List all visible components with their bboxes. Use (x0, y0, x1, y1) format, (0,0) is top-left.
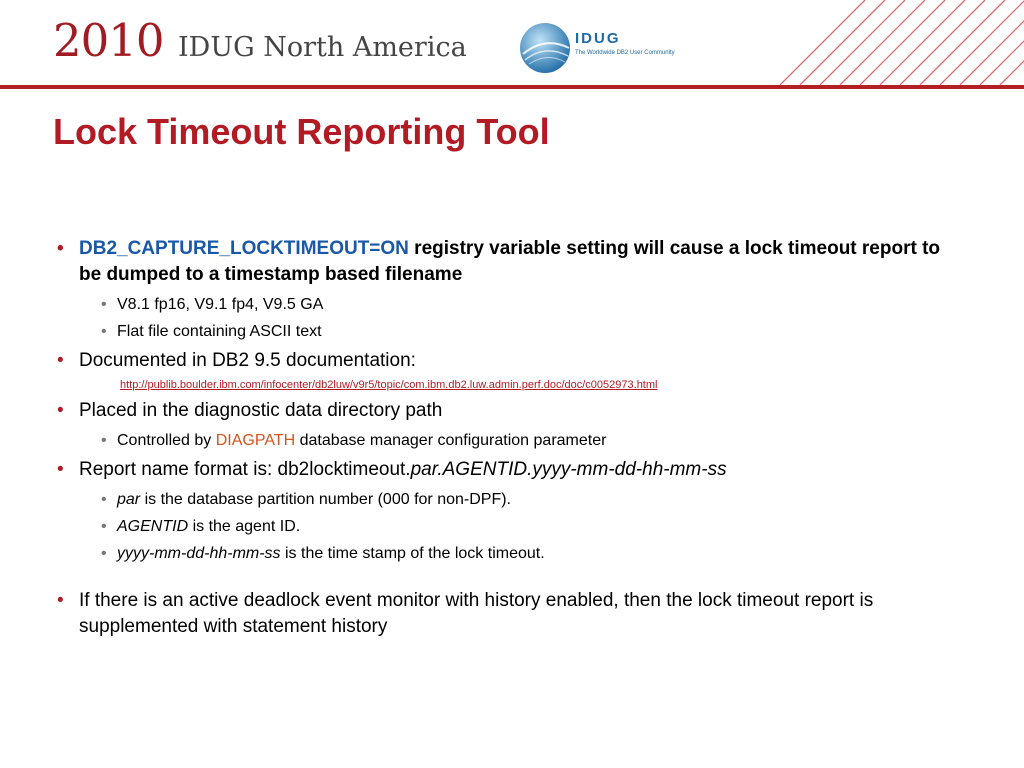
bullet-deadlock-monitor: • If there is an active deadlock event monitor with history enabled, then the lock timeout report is supplemented with statement history (57, 588, 957, 640)
sub-bullet-timestamp (57, 543, 957, 564)
sub-bullet-versions: • V8.1 fp16, V9.1 fp4, V9.5 GA (57, 294, 957, 315)
term-agentid: AGENTID (117, 518, 189, 535)
term-par: par (117, 491, 141, 508)
conference-name: IDUG North America (178, 32, 467, 63)
bullet-text: registry variable setting will cause a lock timeout report to be dumped to a timestamp based filename (79, 238, 941, 285)
slide-header (0, 0, 1024, 85)
term-description: is the database partition number (000 for non-DPF). (140, 491, 511, 508)
sub-bullet-suffix: database manager configuration parameter (295, 432, 607, 449)
decorative-stripes (0, 0, 1024, 85)
sub-bullet-agentid (57, 516, 957, 537)
spacer (57, 570, 957, 588)
sub-bullet-prefix: Controlled by (117, 432, 216, 449)
conference-year: 2010 (53, 14, 164, 67)
bullet-diag-path: • Placed in the diagnostic data directory path (57, 398, 957, 424)
documentation-link[interactable]: http://publib.boulder.ibm.com/infocenter/db2luw/v9r5/topic/com.ibm.db2.luw.admin.perf.doc/doc/c0052973.html (120, 379, 658, 391)
slide-title: Lock Timeout Reporting Tool (53, 111, 550, 152)
logo-wordmark: IDUG (575, 30, 621, 47)
slide-content (57, 236, 957, 644)
report-name-pattern: par.AGENTID.yyyy-mm-dd-hh-mm-ss (410, 459, 727, 480)
sub-bullet-flat-file: • Flat file containing ASCII text (57, 321, 957, 342)
registry-variable-keyword: DB2_CAPTURE_LOCKTIMEOUT=ON (79, 238, 409, 259)
term-timestamp: yyyy-mm-dd-hh-mm-ss (117, 545, 281, 562)
bullet-prefix: Report name format is: db2locktimeout. (79, 459, 411, 480)
header-rule (0, 85, 1024, 89)
sub-bullet-par (57, 489, 957, 510)
term-description: is the agent ID. (188, 518, 301, 535)
logo-tagline: The Worldwide DB2 User Community (575, 50, 675, 56)
bullet-documented: • Documented in DB2 9.5 documentation: (57, 348, 957, 374)
sub-bullet-diagpath (57, 430, 957, 451)
term-description: is the time stamp of the lock timeout. (280, 545, 545, 562)
diagpath-keyword: DIAGPATH (215, 432, 296, 449)
bullet-report-name (57, 457, 957, 483)
bullet-capture-locktimeout (57, 236, 957, 288)
